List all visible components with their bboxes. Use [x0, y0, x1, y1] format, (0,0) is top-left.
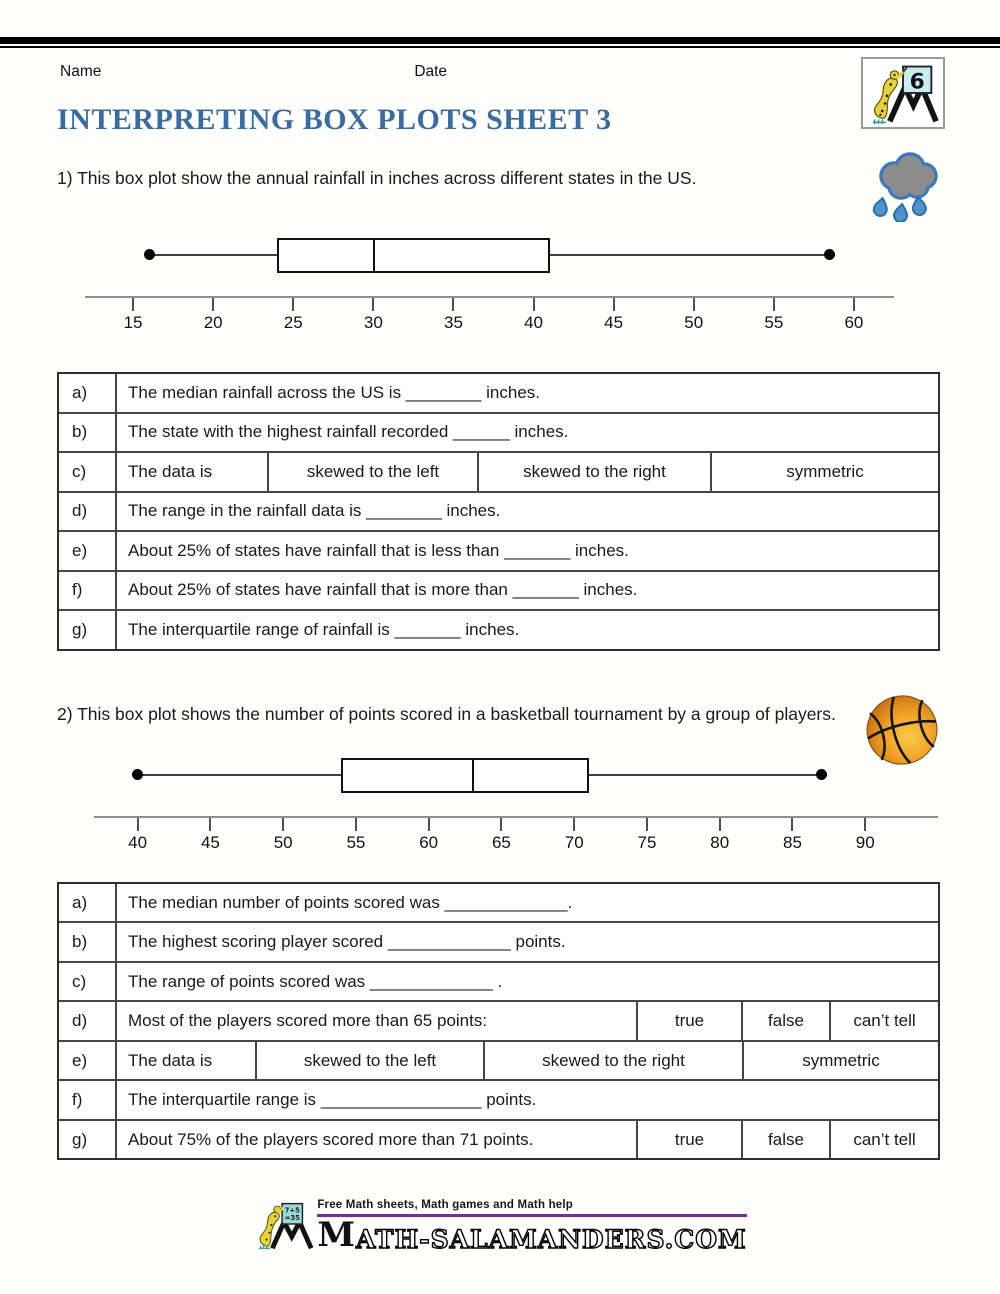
axis-tick	[646, 818, 648, 831]
math-salamanders-badge	[861, 57, 945, 129]
table-row	[59, 961, 938, 1001]
row-label: a)	[59, 884, 117, 922]
row-cell: true	[638, 1002, 743, 1040]
row-cell: skewed to the left	[257, 1042, 485, 1080]
iqr-box	[277, 238, 549, 273]
axis-tick	[137, 818, 139, 831]
axis-tick	[452, 298, 454, 311]
axis-tick	[791, 818, 793, 831]
row-cell: About 25% of states have rainfall that is less than _______ inches.	[128, 540, 629, 560]
axis-tick-label: 75	[637, 832, 657, 852]
name-date-row	[60, 63, 1000, 81]
table-row	[59, 451, 938, 491]
row-label: e)	[59, 1042, 117, 1080]
row-cell: can’t tell	[853, 1129, 916, 1149]
question-2-text: This box plot shows the number of points scored in a basketball tournament by a group of players.	[77, 703, 836, 724]
median-line	[472, 758, 474, 793]
table-row	[59, 1079, 938, 1119]
row-label: c)	[59, 453, 117, 491]
question-2	[57, 701, 857, 728]
question-1-number: 1)	[57, 168, 73, 188]
axis-tick-label: 50	[684, 313, 704, 333]
row-cell: The range in the rainfall data is ________ inches.	[128, 501, 501, 521]
axis-tick	[864, 818, 866, 831]
axis-tick-label: 25	[283, 313, 303, 333]
top-rule	[0, 37, 1000, 48]
row-cell: false	[743, 1002, 831, 1040]
rain-cloud-icon	[868, 146, 944, 227]
row-cell: The interquartile range of rainfall is _______ inches.	[128, 619, 520, 639]
row-cell: The interquartile range is _________________ points.	[128, 1090, 537, 1109]
whisker-left	[149, 254, 277, 256]
row-cell: The data is	[117, 1042, 257, 1080]
whisker-left	[138, 774, 342, 776]
question-1	[57, 165, 857, 192]
row-cell: The data is	[117, 453, 269, 491]
axis-tick-label: 60	[844, 313, 864, 333]
axis-tick	[573, 818, 575, 831]
question-2-number: 2)	[57, 703, 73, 724]
axis-tick-label: 15	[123, 313, 143, 333]
row-label: a)	[59, 374, 117, 412]
salamander-logo-small	[253, 1196, 317, 1252]
iqr-box	[341, 758, 588, 793]
axis-tick-label: 90	[855, 832, 875, 852]
row-cell: symmetric	[786, 461, 864, 481]
axis-tick-label: 20	[203, 313, 223, 333]
points-box-plot	[94, 758, 938, 858]
footer-rule	[317, 1214, 746, 1217]
row-cell: can’t tell	[853, 1011, 916, 1030]
axis-tick	[853, 298, 855, 311]
row-cell: skewed to the right	[485, 1042, 744, 1080]
site-name-rest: ATH-SALAMANDERS.COM	[355, 1225, 747, 1255]
axis-tick-label: 40	[128, 832, 148, 852]
badge-number: 6	[909, 69, 925, 95]
axis-tick-label: 45	[200, 832, 220, 852]
axis-tick-label: 30	[363, 313, 383, 333]
name-label: Name	[60, 63, 102, 80]
axis-tick	[282, 818, 284, 831]
axis-tick	[428, 818, 430, 831]
row-cell: skewed to the left	[269, 453, 479, 491]
row-cell: true	[638, 1121, 743, 1159]
axis-tick	[533, 298, 535, 311]
row-label: b)	[59, 414, 117, 452]
question-1-text: This box plot show the annual rainfall in inches across different states in the US.	[77, 168, 697, 188]
axis-tick-label: 55	[764, 313, 784, 333]
axis-tick-label: 60	[419, 832, 439, 852]
axis-tick-label: 50	[273, 832, 293, 852]
min-dot	[144, 249, 155, 260]
axis-tick-label: 80	[710, 832, 730, 852]
footer-tagline: Free Math sheets, Math games and Math help	[317, 1199, 574, 1212]
axis-tick	[209, 818, 211, 831]
max-dot	[824, 249, 835, 260]
site-name-first: M	[317, 1215, 356, 1256]
row-cell: The highest scoring player scored _____________ points.	[128, 932, 566, 951]
table-row	[59, 491, 938, 531]
axis-tick-label: 40	[524, 313, 544, 333]
table-row	[59, 921, 938, 961]
axis-tick	[372, 298, 374, 311]
date-label: Date	[414, 63, 448, 80]
axis-tick	[613, 298, 615, 311]
min-dot	[132, 769, 143, 780]
row-cell: The state with the highest rainfall recorded ______ inches.	[128, 422, 569, 442]
axis-tick	[693, 298, 695, 311]
points-question-table	[57, 882, 940, 1161]
row-cell: symmetric	[802, 1050, 880, 1070]
axis-tick	[719, 818, 721, 831]
row-label: d)	[59, 1002, 117, 1040]
table-row	[59, 1119, 938, 1159]
row-label: f)	[59, 1081, 117, 1119]
whisker-right	[550, 254, 830, 256]
table-row	[59, 570, 938, 610]
axis-tick	[773, 298, 775, 311]
axis-tick-label: 45	[604, 313, 624, 333]
table-row	[59, 1040, 938, 1080]
whisker-right	[589, 774, 822, 776]
row-label: e)	[59, 532, 117, 570]
logo-board-line-1: 7+5	[285, 1206, 301, 1215]
row-cell: About 75% of the players scored more than 71 points.	[117, 1121, 638, 1159]
row-label: g)	[59, 611, 117, 649]
row-cell: About 25% of states have rainfall that is more than _______ inches.	[128, 580, 638, 600]
row-cell: skewed to the right	[479, 453, 712, 491]
axis-tick-label: 70	[564, 832, 584, 852]
rainfall-question-table	[57, 372, 940, 651]
salamander-easel-icon	[863, 59, 943, 127]
axis-tick-label: 55	[346, 832, 366, 852]
table-row	[59, 374, 938, 412]
row-cell: The range of points scored was _____________ .	[128, 971, 503, 991]
row-cell: The median rainfall across the US is ________ inches.	[128, 382, 541, 402]
table-row	[59, 609, 938, 649]
axis-tick-label: 65	[491, 832, 511, 852]
axis-tick	[292, 298, 294, 311]
axis-tick	[355, 818, 357, 831]
row-label: b)	[59, 923, 117, 961]
table-row	[59, 1000, 938, 1040]
median-line	[373, 238, 375, 273]
row-label: f)	[59, 572, 117, 610]
table-row	[59, 884, 938, 922]
row-cell: The median number of points scored was _____________.	[128, 892, 573, 912]
axis-tick	[212, 298, 214, 311]
table-row	[59, 412, 938, 452]
site-footer	[0, 1196, 1000, 1256]
row-label: c)	[59, 963, 117, 1001]
axis-line	[94, 816, 938, 818]
axis-tick	[132, 298, 134, 311]
logo-board-line-2: =35	[285, 1214, 301, 1223]
row-cell: false	[743, 1121, 831, 1159]
axis-tick-label: 85	[783, 832, 802, 852]
row-cell: Most of the players scored more than 65 points:	[117, 1002, 638, 1040]
axis-tick	[500, 818, 502, 831]
rainfall-box-plot	[85, 238, 894, 338]
row-label: d)	[59, 493, 117, 531]
page-title: INTERPRETING BOX PLOTS SHEET 3	[57, 103, 612, 136]
axis-tick-label: 35	[443, 313, 463, 333]
row-label: g)	[59, 1121, 117, 1159]
site-name	[317, 1215, 747, 1256]
table-row	[59, 530, 938, 570]
max-dot	[816, 769, 827, 780]
